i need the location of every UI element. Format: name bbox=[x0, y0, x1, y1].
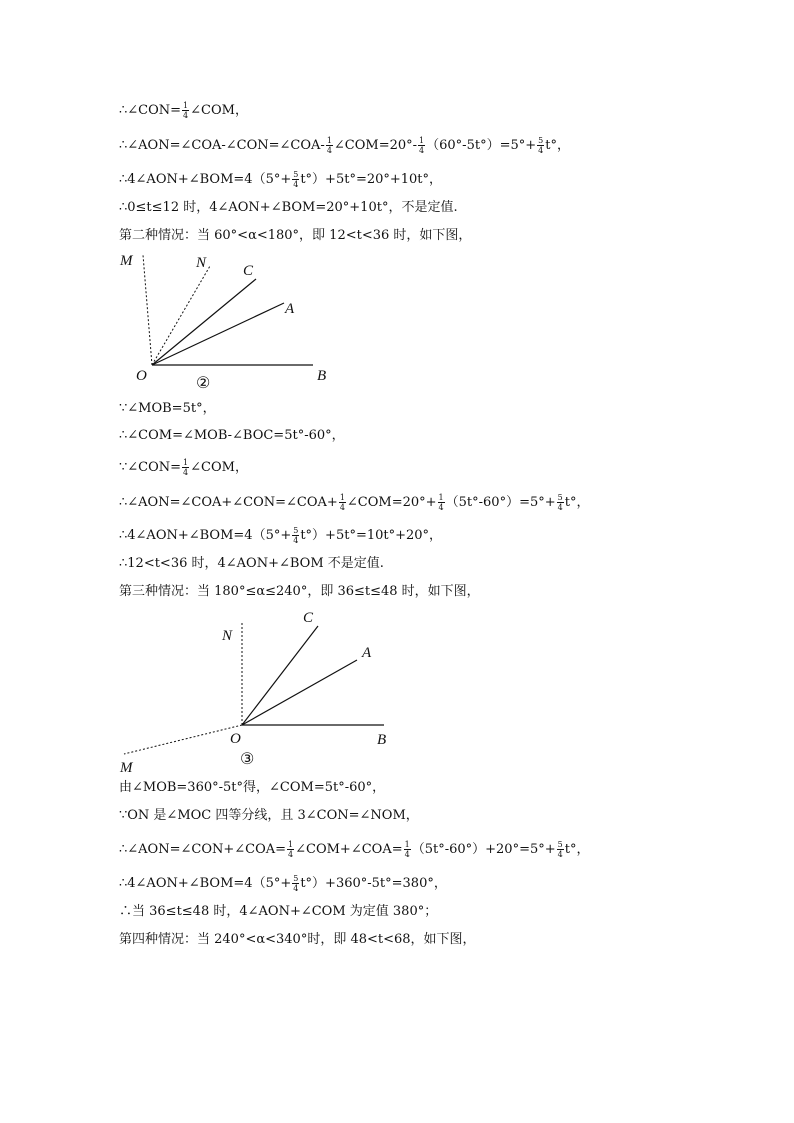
fraction-numerator: 1 bbox=[438, 493, 444, 502]
ray-oc bbox=[152, 279, 256, 365]
text-run: ∴∠AON=∠COA+∠CON=∠COA+ bbox=[119, 495, 338, 510]
fraction-denominator: 4 bbox=[557, 503, 563, 512]
fraction-numerator: 1 bbox=[419, 136, 425, 145]
ray-om-dotted bbox=[124, 725, 242, 754]
text-line bbox=[119, 401, 216, 417]
fraction bbox=[438, 493, 445, 512]
text-run: ∵∠CON= bbox=[119, 460, 182, 475]
text-run: 第二种情况：当 60°<α<180°，即 12<t<36 时，如下图， bbox=[119, 228, 472, 243]
label-c: C bbox=[243, 263, 254, 279]
text-run: ∠COM， bbox=[190, 460, 248, 475]
text-run: ∵ON 是∠MOC 四等分线，且 3∠CON=∠NOM， bbox=[119, 808, 419, 823]
fraction bbox=[292, 170, 299, 189]
text-run: （5t°-60°）+20°=5°+ bbox=[411, 842, 556, 857]
text-line bbox=[119, 526, 442, 545]
text-line bbox=[119, 780, 385, 796]
text-line bbox=[119, 200, 458, 216]
text-line bbox=[119, 584, 480, 600]
fraction bbox=[326, 136, 333, 155]
fraction bbox=[292, 874, 299, 893]
fraction-numerator: 5 bbox=[293, 170, 299, 179]
text-line bbox=[119, 228, 471, 244]
text-line bbox=[119, 932, 476, 948]
text-line bbox=[119, 808, 419, 824]
text-run: ∴12<t<36 时，4∠AON+∠BOM 不是定值. bbox=[119, 556, 384, 571]
text-run: ∴∠CON= bbox=[119, 103, 182, 118]
fraction-denominator: 4 bbox=[293, 180, 299, 189]
fraction-denominator: 4 bbox=[183, 468, 189, 477]
label-n: N bbox=[222, 628, 233, 644]
fraction-numerator: 5 bbox=[557, 840, 563, 849]
fraction-numerator: 5 bbox=[557, 493, 563, 502]
text-run: ∵∠MOB=5t°， bbox=[119, 401, 216, 416]
figure-2 bbox=[110, 248, 350, 396]
text-run: ∴4∠AON+∠BOM=4（5°+ bbox=[119, 172, 292, 187]
fraction-numerator: 1 bbox=[288, 840, 294, 849]
figure-3 bbox=[110, 604, 400, 776]
fraction bbox=[292, 526, 299, 545]
fraction-numerator: 5 bbox=[293, 526, 299, 535]
text-run: 第三种情况：当 180°≤α≤240°，即 36≤t≤48 时，如下图， bbox=[119, 584, 480, 599]
fraction-numerator: 5 bbox=[538, 136, 544, 145]
text-run: t°， bbox=[564, 495, 590, 510]
fraction-denominator: 4 bbox=[293, 884, 299, 893]
fraction bbox=[537, 136, 544, 155]
label-n: N bbox=[196, 255, 207, 271]
text-run: ∠COM=20°+ bbox=[346, 495, 437, 510]
text-run: ∴∠AON=∠CON+∠COA= bbox=[119, 842, 287, 857]
ray-oc bbox=[242, 626, 318, 725]
label-m: M bbox=[120, 253, 133, 269]
fraction-denominator: 4 bbox=[326, 146, 332, 155]
label-a: A bbox=[285, 301, 295, 317]
label-o: O bbox=[230, 731, 241, 747]
ray-on-dotted bbox=[152, 266, 210, 365]
figure-caption: ② bbox=[196, 375, 211, 392]
fraction-denominator: 4 bbox=[538, 146, 544, 155]
label-a: A bbox=[362, 645, 372, 661]
text-run: t°）+360°-5t°=380°， bbox=[300, 876, 447, 891]
text-run: ∠COM=20°- bbox=[333, 138, 418, 153]
fraction-numerator: 1 bbox=[183, 101, 189, 110]
fraction-denominator: 4 bbox=[339, 503, 345, 512]
label-b: B bbox=[317, 368, 327, 384]
fraction bbox=[182, 101, 189, 120]
text-run: （60°-5t°）=5°+ bbox=[426, 138, 537, 153]
fraction bbox=[404, 840, 411, 859]
text-run: ∴当 36≤t≤48 时，4∠AON+∠COM 为定值 380°； bbox=[119, 904, 438, 919]
text-run: 第四种情况：当 240°<α<340°时，即 48<t<68，如下图， bbox=[119, 932, 476, 947]
fraction-denominator: 4 bbox=[288, 850, 294, 859]
text-line bbox=[119, 101, 248, 120]
label-m: M bbox=[120, 760, 133, 776]
label-c: C bbox=[303, 610, 314, 626]
ray-oa bbox=[152, 303, 284, 365]
fraction-numerator: 1 bbox=[339, 493, 345, 502]
text-line bbox=[119, 493, 589, 512]
text-line bbox=[119, 458, 248, 477]
text-run: t°， bbox=[564, 842, 590, 857]
text-line bbox=[119, 136, 570, 155]
ray-om-dotted bbox=[143, 255, 152, 365]
fraction-numerator: 1 bbox=[326, 136, 332, 145]
fraction-numerator: 1 bbox=[404, 840, 410, 849]
fraction-denominator: 4 bbox=[419, 146, 425, 155]
fraction-denominator: 4 bbox=[438, 503, 444, 512]
fraction bbox=[557, 493, 564, 512]
label-o: O bbox=[136, 368, 147, 384]
label-b: B bbox=[377, 732, 387, 748]
fraction-denominator: 4 bbox=[183, 111, 189, 120]
fraction-numerator: 5 bbox=[293, 874, 299, 883]
fraction bbox=[339, 493, 346, 512]
fraction bbox=[418, 136, 425, 155]
text-run: ∴∠COM=∠MOB-∠BOC=5t°-60°， bbox=[119, 428, 345, 443]
fraction-denominator: 4 bbox=[404, 850, 410, 859]
fraction-numerator: 1 bbox=[183, 458, 189, 467]
text-run: ∴∠AON=∠COA-∠CON=∠COA- bbox=[119, 138, 325, 153]
text-line bbox=[119, 904, 437, 920]
text-run: t°）+5t°=10t°+20°， bbox=[300, 528, 443, 543]
text-run: ∠COM+∠COA= bbox=[295, 842, 403, 857]
text-line bbox=[119, 874, 447, 893]
text-run: t°）+5t°=20°+10t°， bbox=[300, 172, 443, 187]
text-line bbox=[119, 170, 442, 189]
text-run: t°， bbox=[545, 138, 570, 153]
text-run: ∴0≤t≤12 时，4∠AON+∠BOM=20°+10t°，不是定值. bbox=[119, 200, 458, 215]
ray-oa bbox=[242, 660, 357, 725]
text-run: ∠COM， bbox=[190, 103, 248, 118]
text-line bbox=[119, 556, 384, 572]
text-run: ∴4∠AON+∠BOM=4（5°+ bbox=[119, 528, 292, 543]
fraction bbox=[182, 458, 189, 477]
text-line bbox=[119, 428, 345, 444]
text-line bbox=[119, 840, 589, 859]
text-run: ∴4∠AON+∠BOM=4（5°+ bbox=[119, 876, 292, 891]
figure-caption: ③ bbox=[240, 751, 255, 768]
fraction-denominator: 4 bbox=[557, 850, 563, 859]
fraction bbox=[287, 840, 294, 859]
text-run: （5t°-60°）=5°+ bbox=[445, 495, 556, 510]
text-run: 由∠MOB=360°-5t°得，∠COM=5t°-60°， bbox=[119, 780, 386, 795]
fraction bbox=[557, 840, 564, 859]
fraction-denominator: 4 bbox=[293, 536, 299, 545]
